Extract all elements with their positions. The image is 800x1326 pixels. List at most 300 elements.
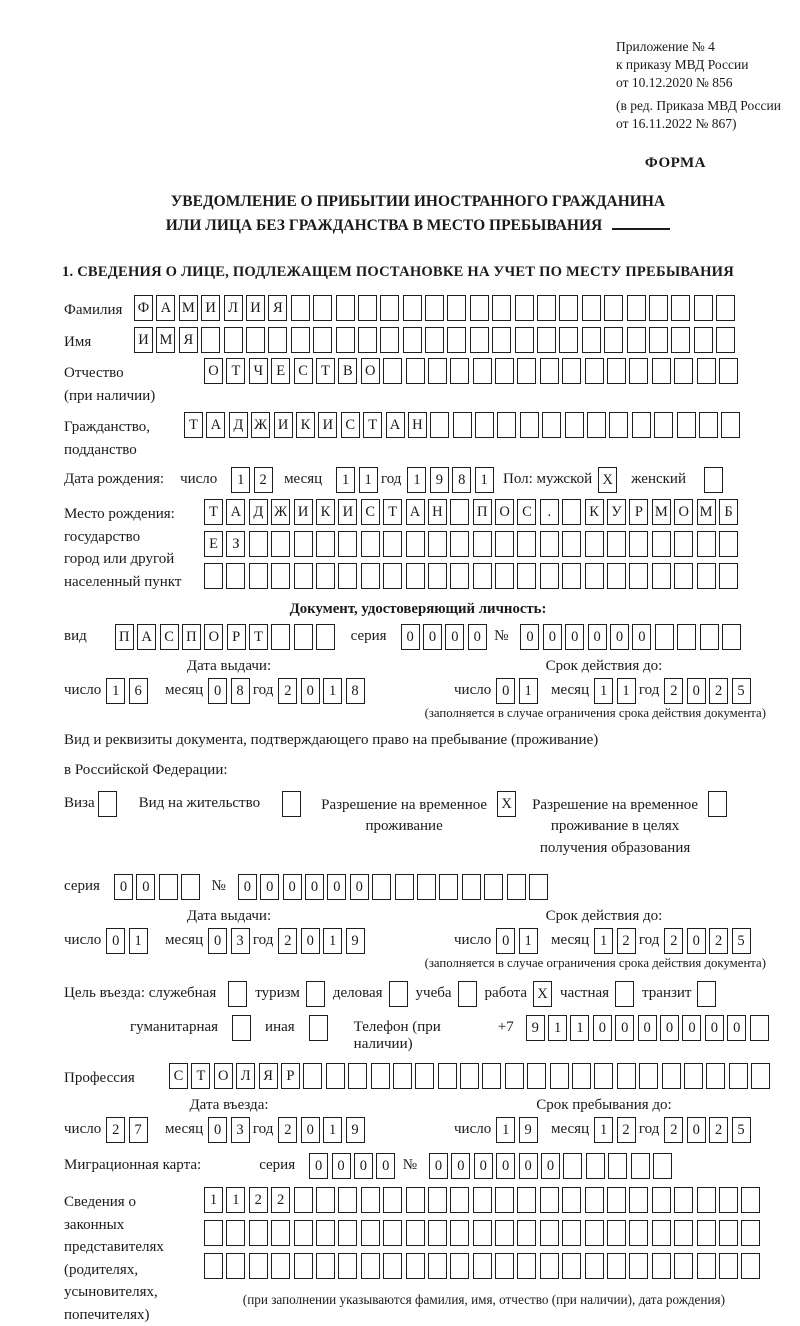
char-cell[interactable]: 5 bbox=[732, 678, 751, 704]
char-cell[interactable] bbox=[540, 531, 559, 557]
char-cell[interactable]: А bbox=[206, 412, 225, 438]
char-cell[interactable]: Р bbox=[281, 1063, 300, 1089]
char-cell[interactable] bbox=[741, 1253, 760, 1279]
char-cell[interactable]: М bbox=[156, 327, 175, 353]
char-cell[interactable]: 0 bbox=[682, 1015, 701, 1041]
char-cell[interactable] bbox=[632, 412, 651, 438]
char-cell[interactable]: И bbox=[246, 295, 265, 321]
char-cell[interactable]: 0 bbox=[474, 1153, 493, 1179]
doc-valid-month-input[interactable] bbox=[594, 678, 639, 704]
char-cell[interactable] bbox=[450, 1187, 469, 1213]
char-cell[interactable]: 0 bbox=[451, 1153, 470, 1179]
char-cell[interactable]: 9 bbox=[346, 928, 365, 954]
char-cell[interactable] bbox=[271, 624, 290, 650]
char-cell[interactable]: Я bbox=[259, 1063, 278, 1089]
char-cell[interactable]: А bbox=[406, 499, 425, 525]
char-cell[interactable] bbox=[517, 1220, 536, 1246]
char-cell[interactable] bbox=[406, 563, 425, 589]
char-cell[interactable]: Ч bbox=[249, 358, 268, 384]
char-cell[interactable] bbox=[719, 531, 738, 557]
char-cell[interactable]: Т bbox=[184, 412, 203, 438]
char-cell[interactable] bbox=[473, 531, 492, 557]
char-cell[interactable] bbox=[313, 295, 332, 321]
char-cell[interactable] bbox=[204, 1253, 223, 1279]
char-cell[interactable] bbox=[582, 327, 601, 353]
doc-issue-month-input[interactable] bbox=[208, 678, 253, 704]
char-cell[interactable]: П bbox=[473, 499, 492, 525]
temp-permit-edu-checkbox[interactable] bbox=[708, 791, 727, 817]
char-cell[interactable] bbox=[383, 531, 402, 557]
char-cell[interactable] bbox=[294, 563, 313, 589]
char-cell[interactable]: З bbox=[226, 531, 245, 557]
char-cell[interactable] bbox=[294, 1187, 313, 1213]
char-cell[interactable] bbox=[450, 499, 469, 525]
char-cell[interactable] bbox=[604, 327, 623, 353]
char-cell[interactable] bbox=[604, 295, 623, 321]
char-cell[interactable] bbox=[447, 295, 466, 321]
char-cell[interactable]: 0 bbox=[350, 874, 369, 900]
char-cell[interactable] bbox=[559, 327, 578, 353]
char-cell[interactable]: 2 bbox=[664, 1117, 683, 1143]
char-cell[interactable]: Б bbox=[719, 499, 738, 525]
stay-day-input[interactable] bbox=[496, 1117, 541, 1143]
char-cell[interactable]: Н bbox=[408, 412, 427, 438]
char-cell[interactable] bbox=[562, 1187, 581, 1213]
char-cell[interactable] bbox=[249, 1220, 268, 1246]
char-cell[interactable]: 7 bbox=[129, 1117, 148, 1143]
char-cell[interactable] bbox=[428, 563, 447, 589]
char-cell[interactable] bbox=[249, 1253, 268, 1279]
char-cell[interactable] bbox=[232, 1015, 251, 1041]
char-cell[interactable] bbox=[361, 1220, 380, 1246]
char-cell[interactable]: 0 bbox=[565, 624, 584, 650]
char-cell[interactable] bbox=[430, 412, 449, 438]
char-cell[interactable] bbox=[439, 874, 458, 900]
char-cell[interactable] bbox=[562, 1220, 581, 1246]
char-cell[interactable] bbox=[607, 1220, 626, 1246]
char-cell[interactable] bbox=[607, 358, 626, 384]
char-cell[interactable]: Я bbox=[268, 295, 287, 321]
char-cell[interactable]: 0 bbox=[687, 928, 706, 954]
char-cell[interactable]: 0 bbox=[632, 624, 651, 650]
char-cell[interactable] bbox=[674, 1220, 693, 1246]
char-cell[interactable] bbox=[226, 563, 245, 589]
char-cell[interactable]: Т bbox=[191, 1063, 210, 1089]
char-cell[interactable]: И bbox=[294, 499, 313, 525]
char-cell[interactable] bbox=[473, 563, 492, 589]
char-cell[interactable] bbox=[540, 1187, 559, 1213]
char-cell[interactable] bbox=[316, 1220, 335, 1246]
char-cell[interactable]: 0 bbox=[423, 624, 442, 650]
char-cell[interactable] bbox=[98, 791, 117, 817]
char-cell[interactable] bbox=[652, 1253, 671, 1279]
char-cell[interactable] bbox=[594, 1063, 613, 1089]
char-cell[interactable]: 1 bbox=[475, 467, 494, 493]
char-cell[interactable] bbox=[246, 327, 265, 353]
char-cell[interactable]: 3 bbox=[231, 1117, 250, 1143]
char-cell[interactable] bbox=[562, 1253, 581, 1279]
char-cell[interactable] bbox=[515, 295, 534, 321]
char-cell[interactable] bbox=[294, 1220, 313, 1246]
char-cell[interactable]: 1 bbox=[231, 467, 250, 493]
char-cell[interactable]: 1 bbox=[548, 1015, 567, 1041]
char-cell[interactable] bbox=[639, 1063, 658, 1089]
char-cell[interactable] bbox=[671, 295, 690, 321]
char-cell[interactable] bbox=[294, 624, 313, 650]
char-cell[interactable]: 0 bbox=[445, 624, 464, 650]
char-cell[interactable] bbox=[684, 1063, 703, 1089]
char-cell[interactable]: 0 bbox=[208, 928, 227, 954]
char-cell[interactable]: В bbox=[338, 358, 357, 384]
char-cell[interactable] bbox=[497, 412, 516, 438]
char-cell[interactable] bbox=[271, 1253, 290, 1279]
char-cell[interactable] bbox=[677, 624, 696, 650]
char-cell[interactable]: Н bbox=[428, 499, 447, 525]
char-cell[interactable] bbox=[565, 412, 584, 438]
char-cell[interactable] bbox=[380, 295, 399, 321]
char-cell[interactable]: Т bbox=[204, 499, 223, 525]
char-cell[interactable] bbox=[585, 358, 604, 384]
char-cell[interactable] bbox=[741, 1220, 760, 1246]
birth-place-line2-input[interactable] bbox=[204, 531, 741, 557]
char-cell[interactable] bbox=[617, 1063, 636, 1089]
char-cell[interactable] bbox=[348, 1063, 367, 1089]
char-cell[interactable]: Л bbox=[224, 295, 243, 321]
char-cell[interactable] bbox=[719, 1253, 738, 1279]
char-cell[interactable] bbox=[719, 1220, 738, 1246]
char-cell[interactable] bbox=[559, 295, 578, 321]
char-cell[interactable]: 5 bbox=[732, 1117, 751, 1143]
char-cell[interactable] bbox=[540, 1220, 559, 1246]
char-cell[interactable] bbox=[722, 624, 741, 650]
char-cell[interactable]: . bbox=[540, 499, 559, 525]
char-cell[interactable] bbox=[470, 295, 489, 321]
char-cell[interactable] bbox=[282, 791, 301, 817]
char-cell[interactable] bbox=[294, 531, 313, 557]
sex-female-checkbox[interactable] bbox=[704, 467, 723, 493]
char-cell[interactable] bbox=[450, 358, 469, 384]
char-cell[interactable] bbox=[303, 1063, 322, 1089]
char-cell[interactable]: 0 bbox=[260, 874, 279, 900]
char-cell[interactable]: О bbox=[674, 499, 693, 525]
entry-month-input[interactable] bbox=[208, 1117, 253, 1143]
char-cell[interactable] bbox=[383, 563, 402, 589]
purpose-tourism-checkbox[interactable] bbox=[306, 981, 325, 1007]
char-cell[interactable] bbox=[697, 531, 716, 557]
permit-number-input[interactable] bbox=[238, 874, 551, 900]
char-cell[interactable]: 0 bbox=[541, 1153, 560, 1179]
char-cell[interactable] bbox=[697, 1253, 716, 1279]
char-cell[interactable] bbox=[450, 1220, 469, 1246]
doc-valid-day-input[interactable] bbox=[496, 678, 541, 704]
char-cell[interactable]: 1 bbox=[323, 678, 342, 704]
char-cell[interactable] bbox=[542, 412, 561, 438]
char-cell[interactable]: О bbox=[214, 1063, 233, 1089]
char-cell[interactable] bbox=[699, 412, 718, 438]
char-cell[interactable]: Ж bbox=[271, 499, 290, 525]
char-cell[interactable] bbox=[694, 295, 713, 321]
char-cell[interactable]: С bbox=[517, 499, 536, 525]
char-cell[interactable]: К bbox=[585, 499, 604, 525]
purpose-private-checkbox[interactable] bbox=[615, 981, 634, 1007]
char-cell[interactable] bbox=[470, 327, 489, 353]
char-cell[interactable]: М bbox=[697, 499, 716, 525]
char-cell[interactable] bbox=[716, 295, 735, 321]
purpose-official-checkbox[interactable] bbox=[228, 981, 247, 1007]
doc-number-input[interactable] bbox=[520, 624, 744, 650]
char-cell[interactable] bbox=[406, 358, 425, 384]
char-cell[interactable] bbox=[447, 327, 466, 353]
char-cell[interactable]: 0 bbox=[401, 624, 420, 650]
char-cell[interactable] bbox=[674, 1253, 693, 1279]
char-cell[interactable]: С bbox=[169, 1063, 188, 1089]
purpose-work-checkbox[interactable] bbox=[533, 981, 552, 1007]
profession-input[interactable] bbox=[169, 1063, 774, 1089]
char-cell[interactable] bbox=[507, 874, 526, 900]
char-cell[interactable]: 0 bbox=[283, 874, 302, 900]
char-cell[interactable]: 0 bbox=[593, 1015, 612, 1041]
permit-issue-day-input[interactable] bbox=[106, 928, 151, 954]
char-cell[interactable] bbox=[652, 563, 671, 589]
char-cell[interactable] bbox=[562, 499, 581, 525]
char-cell[interactable] bbox=[517, 1187, 536, 1213]
char-cell[interactable]: 2 bbox=[271, 1187, 290, 1213]
char-cell[interactable] bbox=[674, 358, 693, 384]
char-cell[interactable]: И bbox=[318, 412, 337, 438]
char-cell[interactable]: 1 bbox=[570, 1015, 589, 1041]
char-cell[interactable]: 0 bbox=[106, 928, 125, 954]
char-cell[interactable]: О bbox=[361, 358, 380, 384]
char-cell[interactable] bbox=[607, 1187, 626, 1213]
char-cell[interactable] bbox=[462, 874, 481, 900]
char-cell[interactable] bbox=[517, 1253, 536, 1279]
char-cell[interactable] bbox=[473, 1220, 492, 1246]
char-cell[interactable]: Р bbox=[227, 624, 246, 650]
char-cell[interactable] bbox=[358, 327, 377, 353]
char-cell[interactable] bbox=[587, 412, 606, 438]
char-cell[interactable]: X bbox=[533, 981, 552, 1007]
char-cell[interactable] bbox=[249, 531, 268, 557]
char-cell[interactable]: 0 bbox=[588, 624, 607, 650]
char-cell[interactable] bbox=[694, 327, 713, 353]
char-cell[interactable]: 1 bbox=[359, 467, 378, 493]
char-cell[interactable]: 2 bbox=[709, 1117, 728, 1143]
char-cell[interactable] bbox=[495, 1187, 514, 1213]
char-cell[interactable] bbox=[313, 327, 332, 353]
char-cell[interactable]: 0 bbox=[208, 1117, 227, 1143]
permit-valid-month-input[interactable] bbox=[594, 928, 639, 954]
purpose-humanitarian-checkbox[interactable] bbox=[232, 1015, 251, 1041]
char-cell[interactable] bbox=[615, 981, 634, 1007]
char-cell[interactable] bbox=[572, 1063, 591, 1089]
char-cell[interactable] bbox=[674, 1187, 693, 1213]
char-cell[interactable] bbox=[562, 531, 581, 557]
permit-series-input[interactable] bbox=[114, 874, 204, 900]
char-cell[interactable]: 9 bbox=[526, 1015, 545, 1041]
char-cell[interactable] bbox=[700, 624, 719, 650]
char-cell[interactable]: 1 bbox=[594, 1117, 613, 1143]
char-cell[interactable]: И bbox=[338, 499, 357, 525]
char-cell[interactable] bbox=[537, 295, 556, 321]
char-cell[interactable] bbox=[403, 327, 422, 353]
char-cell[interactable] bbox=[609, 412, 628, 438]
patronymic-input[interactable] bbox=[204, 358, 741, 384]
entry-day-input[interactable] bbox=[106, 1117, 151, 1143]
char-cell[interactable] bbox=[662, 1063, 681, 1089]
char-cell[interactable] bbox=[719, 1187, 738, 1213]
char-cell[interactable] bbox=[652, 358, 671, 384]
char-cell[interactable] bbox=[383, 358, 402, 384]
char-cell[interactable] bbox=[562, 563, 581, 589]
char-cell[interactable]: С bbox=[294, 358, 313, 384]
char-cell[interactable] bbox=[417, 874, 436, 900]
char-cell[interactable] bbox=[271, 531, 290, 557]
char-cell[interactable]: А bbox=[137, 624, 156, 650]
char-cell[interactable]: 0 bbox=[376, 1153, 395, 1179]
birth-place-line3-input[interactable] bbox=[204, 563, 741, 589]
char-cell[interactable] bbox=[361, 531, 380, 557]
char-cell[interactable] bbox=[517, 358, 536, 384]
char-cell[interactable] bbox=[336, 327, 355, 353]
char-cell[interactable] bbox=[475, 412, 494, 438]
char-cell[interactable] bbox=[515, 327, 534, 353]
char-cell[interactable] bbox=[495, 563, 514, 589]
sex-male-checkbox[interactable] bbox=[598, 467, 617, 493]
char-cell[interactable] bbox=[383, 1220, 402, 1246]
char-cell[interactable] bbox=[585, 1187, 604, 1213]
birth-year-input[interactable] bbox=[407, 467, 497, 493]
char-cell[interactable]: Р bbox=[629, 499, 648, 525]
char-cell[interactable]: 0 bbox=[301, 928, 320, 954]
char-cell[interactable] bbox=[473, 358, 492, 384]
char-cell[interactable] bbox=[403, 295, 422, 321]
char-cell[interactable]: 0 bbox=[468, 624, 487, 650]
entry-year-input[interactable] bbox=[278, 1117, 368, 1143]
char-cell[interactable] bbox=[654, 412, 673, 438]
char-cell[interactable]: 1 bbox=[519, 928, 538, 954]
char-cell[interactable]: 2 bbox=[617, 1117, 636, 1143]
char-cell[interactable]: 9 bbox=[519, 1117, 538, 1143]
char-cell[interactable]: С bbox=[160, 624, 179, 650]
birth-day-input[interactable] bbox=[231, 467, 276, 493]
residence-permit-checkbox[interactable] bbox=[282, 791, 301, 817]
char-cell[interactable]: 1 bbox=[336, 467, 355, 493]
char-cell[interactable] bbox=[473, 1253, 492, 1279]
char-cell[interactable]: 0 bbox=[687, 1117, 706, 1143]
char-cell[interactable]: О bbox=[204, 624, 223, 650]
citizenship-input[interactable] bbox=[184, 412, 744, 438]
char-cell[interactable]: 9 bbox=[346, 1117, 365, 1143]
purpose-transit-checkbox[interactable] bbox=[697, 981, 716, 1007]
birth-place-line1-input[interactable] bbox=[204, 499, 741, 525]
char-cell[interactable] bbox=[159, 874, 178, 900]
char-cell[interactable] bbox=[428, 1253, 447, 1279]
char-cell[interactable]: 1 bbox=[106, 678, 125, 704]
char-cell[interactable] bbox=[495, 1253, 514, 1279]
char-cell[interactable] bbox=[495, 1220, 514, 1246]
char-cell[interactable] bbox=[406, 531, 425, 557]
char-cell[interactable] bbox=[649, 327, 668, 353]
legal-reps-line1-input[interactable] bbox=[204, 1187, 764, 1213]
char-cell[interactable] bbox=[629, 531, 648, 557]
char-cell[interactable] bbox=[706, 1063, 725, 1089]
char-cell[interactable] bbox=[428, 358, 447, 384]
char-cell[interactable] bbox=[652, 1220, 671, 1246]
char-cell[interactable] bbox=[338, 563, 357, 589]
char-cell[interactable] bbox=[563, 1153, 582, 1179]
char-cell[interactable]: 1 bbox=[323, 928, 342, 954]
char-cell[interactable]: С bbox=[341, 412, 360, 438]
char-cell[interactable] bbox=[316, 1253, 335, 1279]
char-cell[interactable] bbox=[428, 1220, 447, 1246]
given-name-input[interactable] bbox=[134, 327, 739, 353]
char-cell[interactable] bbox=[750, 1015, 769, 1041]
char-cell[interactable] bbox=[291, 295, 310, 321]
char-cell[interactable] bbox=[627, 295, 646, 321]
char-cell[interactable]: 2 bbox=[664, 928, 683, 954]
char-cell[interactable] bbox=[326, 1063, 345, 1089]
char-cell[interactable] bbox=[674, 563, 693, 589]
char-cell[interactable] bbox=[629, 1253, 648, 1279]
surname-input[interactable] bbox=[134, 295, 739, 321]
char-cell[interactable] bbox=[520, 412, 539, 438]
char-cell[interactable] bbox=[201, 327, 220, 353]
char-cell[interactable] bbox=[537, 327, 556, 353]
char-cell[interactable] bbox=[406, 1187, 425, 1213]
permit-valid-day-input[interactable] bbox=[496, 928, 541, 954]
char-cell[interactable]: П bbox=[182, 624, 201, 650]
char-cell[interactable] bbox=[649, 295, 668, 321]
char-cell[interactable]: 2 bbox=[249, 1187, 268, 1213]
char-cell[interactable]: 2 bbox=[278, 678, 297, 704]
char-cell[interactable] bbox=[540, 358, 559, 384]
char-cell[interactable] bbox=[383, 1253, 402, 1279]
char-cell[interactable] bbox=[372, 874, 391, 900]
char-cell[interactable] bbox=[204, 563, 223, 589]
char-cell[interactable]: 1 bbox=[594, 928, 613, 954]
char-cell[interactable]: 1 bbox=[594, 678, 613, 704]
char-cell[interactable] bbox=[389, 981, 408, 1007]
char-cell[interactable] bbox=[226, 1220, 245, 1246]
char-cell[interactable] bbox=[505, 1063, 524, 1089]
char-cell[interactable]: X bbox=[598, 467, 617, 493]
char-cell[interactable] bbox=[268, 327, 287, 353]
char-cell[interactable] bbox=[336, 295, 355, 321]
char-cell[interactable] bbox=[224, 327, 243, 353]
char-cell[interactable] bbox=[492, 295, 511, 321]
char-cell[interactable] bbox=[460, 1063, 479, 1089]
char-cell[interactable]: 3 bbox=[231, 928, 250, 954]
char-cell[interactable]: 2 bbox=[254, 467, 273, 493]
char-cell[interactable] bbox=[729, 1063, 748, 1089]
char-cell[interactable] bbox=[338, 1220, 357, 1246]
char-cell[interactable] bbox=[361, 563, 380, 589]
visa-checkbox[interactable] bbox=[98, 791, 117, 817]
char-cell[interactable] bbox=[181, 874, 200, 900]
char-cell[interactable] bbox=[562, 358, 581, 384]
mig-number-input[interactable] bbox=[429, 1153, 675, 1179]
char-cell[interactable]: 0 bbox=[520, 624, 539, 650]
char-cell[interactable] bbox=[677, 412, 696, 438]
char-cell[interactable]: 0 bbox=[301, 1117, 320, 1143]
char-cell[interactable]: Д bbox=[229, 412, 248, 438]
char-cell[interactable]: Ж bbox=[251, 412, 270, 438]
char-cell[interactable]: 0 bbox=[332, 1153, 351, 1179]
char-cell[interactable] bbox=[751, 1063, 770, 1089]
char-cell[interactable] bbox=[425, 295, 444, 321]
permit-valid-year-input[interactable] bbox=[664, 928, 754, 954]
char-cell[interactable] bbox=[550, 1063, 569, 1089]
